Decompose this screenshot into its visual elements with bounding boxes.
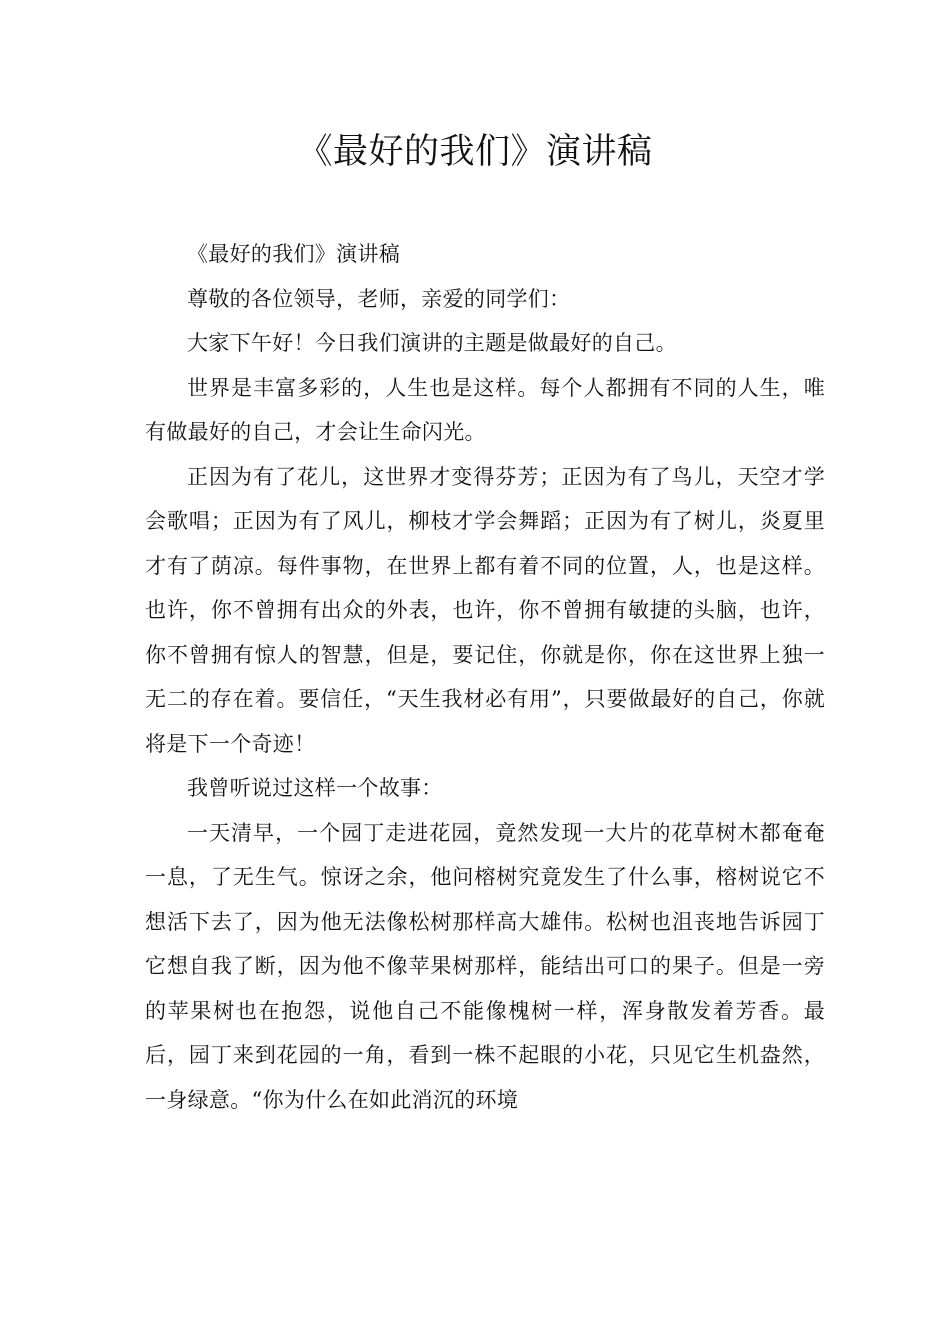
paragraph: 世界是丰富多彩的，人生也是这样。每个人都拥有不同的人生，唯有做最好的自己，才会让生命闪光。 — [145, 375, 825, 444]
paragraph: 一天清早，一个园丁走进花园，竟然发现一大片的花草树木都奄奄一息，了无生气。惊讶之余，他问榕树究竟发生了什么事，榕树说它不想活下去了，因为他无法像松树那样高大雄伟。松树也沮丧地告诉园丁它想自我了断，因为他不像苹果树那样，能结出可口的果子。但是一旁的苹果树也在抱怨，说他自己不能像槐树一样，浑身散发着芳香。最后，园丁来到花园的一角，看到一株不起眼的小花，只见它生机盎然，一身绿意。“你为什么在如此消沉的环境 — [145, 820, 825, 1112]
paragraph: 我曾听说过这样一个故事： — [187, 776, 443, 800]
paragraph: 大家下午好！今日我们演讲的主题是做最好的自己。 — [187, 331, 677, 355]
paragraph: 《最好的我们》演讲稿 — [187, 242, 400, 266]
paragraph: 尊敬的各位领导，老师，亲爱的同学们： — [187, 286, 571, 311]
document-body — [145, 232, 825, 1122]
paragraph: 正因为有了花儿，这世界才变得芬芳；正因为有了鸟儿，天空才学会歌唱；正因为有了风儿，柳枝才学会舞蹈；正因为有了树儿，炎夏里才有了荫凉。每件事物，在世界上都有着不同的位置，人，也是这样。也许，你不曾拥有出众的外表，也许，你不曾拥有敏捷的头脑，也许，你不曾拥有惊人的智慧，但是，要记住，你就是你，你在这世界上独一无二的存在着。要信任，“天生我材必有用”，只要做最好的自己，你就将是下一个奇迹！ — [145, 464, 825, 756]
document-title: 《最好的我们》演讲稿 — [297, 132, 653, 172]
